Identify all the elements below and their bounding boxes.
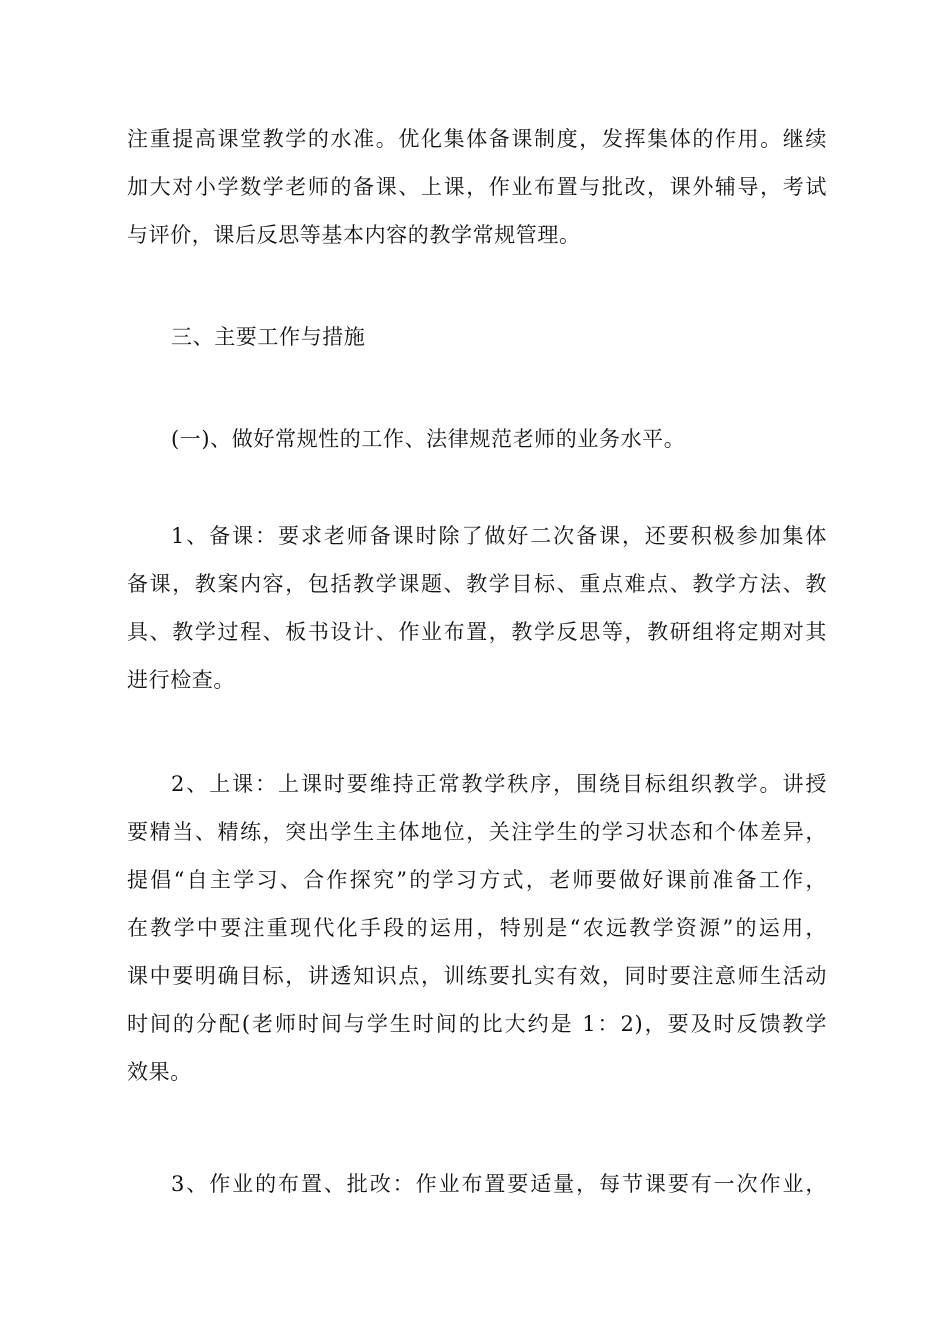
paragraph-line: 与评价，课后反思等基本内容的教学常规管理。	[127, 223, 581, 247]
paragraph-line: 加大对小学数学老师的备课、上课，作业布置与批改，课外辅导，考试	[127, 175, 827, 199]
item-lesson-preparation	[127, 512, 827, 704]
paragraph-line: 要精当、精练，突出学生主体地位，关注学生的学习状态和个体差异，	[127, 820, 827, 844]
paragraph-line: 注重提高课堂教学的水准。优化集体备课制度，发挥集体的作用。继续	[127, 127, 827, 151]
paragraph-line: 1、备课：要求老师备课时除了做好二次备课，还要积极参加集体	[171, 524, 827, 548]
section-heading: 三、主要工作与措施	[171, 325, 366, 349]
paragraph-line: 课中要明确目标，讲透知识点，训练要扎实有效，同时要注意师生活动	[127, 964, 827, 988]
item-classroom-teaching	[127, 760, 827, 1096]
item-homework	[127, 1160, 827, 1208]
paragraph-line: 进行检查。	[127, 668, 235, 692]
subsection-heading-routine-work	[127, 415, 827, 463]
subsection-heading: (一)、做好常规性的工作、法律规范老师的业务水平。	[171, 427, 686, 451]
paragraph-line: 时间的分配(老师时间与学生时间的比大约是 1：2)，要及时反馈教学	[127, 1012, 827, 1036]
paragraph-line: 3、作业的布置、批改：作业布置要适量，每节课要有一次作业，	[171, 1172, 827, 1196]
paragraph-line: 效果。	[127, 1060, 192, 1084]
paragraph-line: 具、教学过程、板书设计、作业布置，教学反思等，教研组将定期对其	[127, 620, 827, 644]
paragraph-teaching-quality	[127, 115, 827, 259]
paragraph-line: 备课，教案内容，包括教学课题、教学目标、重点难点、教学方法、教	[127, 572, 827, 596]
section-heading-main-work	[127, 313, 827, 361]
paragraph-line: 2、上课：上课时要维持正常教学秩序，围绕目标组织教学。讲授	[171, 772, 827, 796]
paragraph-line: 在教学中要注重现代化手段的运用，特别是“农远教学资源”的运用，	[127, 916, 827, 940]
paragraph-line: 提倡“自主学习、合作探究”的学习方式，老师要做好课前准备工作，	[127, 868, 827, 892]
